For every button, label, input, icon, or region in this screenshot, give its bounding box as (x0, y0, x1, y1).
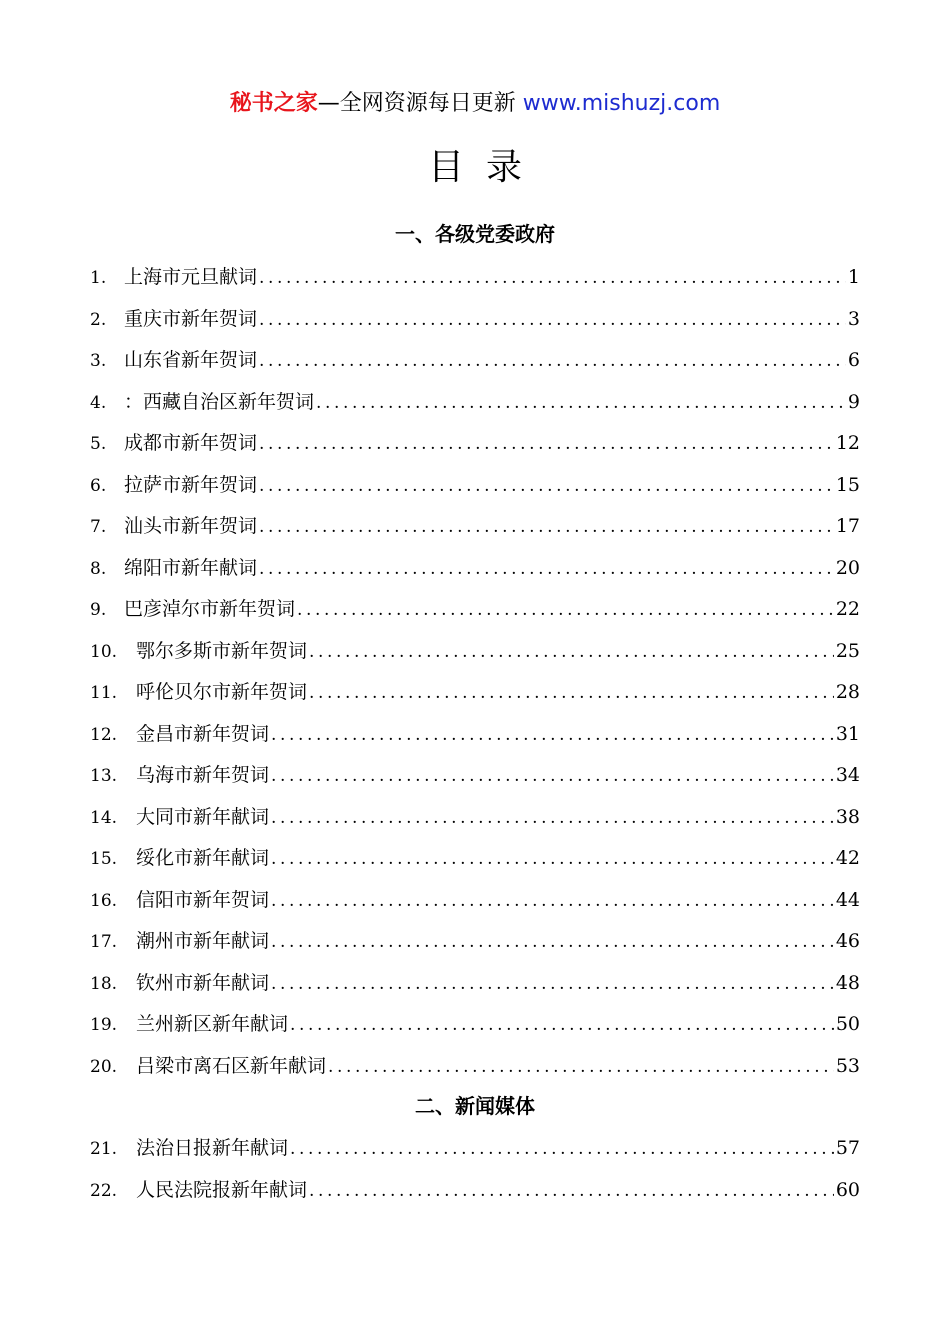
toc-entry-page-number: 6 (847, 349, 860, 371)
toc-dot-leader (309, 1176, 834, 1205)
toc-entry[interactable] (90, 1175, 860, 1205)
toc-entry-page-number: 60 (835, 1179, 860, 1201)
toc-dot-leader (259, 429, 834, 458)
toc-dot-leader (259, 305, 846, 334)
toc-entry-page-number: 53 (835, 1055, 860, 1077)
toc-entry-title: 信阳市新年贺词 (136, 889, 270, 911)
section-heading: 一、各级党委政府 (395, 222, 555, 246)
toc-entry-number: 13. (90, 766, 118, 786)
toc-entry-number: 10. (90, 642, 118, 662)
toc-entry-number: 18. (90, 974, 118, 994)
toc-dot-leader (309, 678, 834, 707)
toc-entry-title: 鄂尔多斯市新年贺词 (136, 640, 308, 662)
toc-dot-leader (271, 886, 834, 915)
toc-dot-leader (271, 969, 834, 998)
toc-entry-number: 17. (90, 932, 118, 952)
toc-entry-title: 钦州市新年献词 (136, 972, 270, 994)
toc-entry[interactable] (90, 719, 860, 749)
toc-dot-leader (259, 346, 846, 375)
toc-dot-leader (271, 803, 834, 832)
toc-entry-page-number: 9 (847, 391, 860, 413)
toc-entry[interactable] (90, 387, 860, 417)
toc-entry[interactable] (90, 345, 860, 375)
toc-entry-page-number: 15 (835, 474, 860, 496)
toc-entry-title: 巴彦淖尔市新年贺词 (124, 598, 296, 620)
toc-entry-number: 5. (90, 434, 107, 454)
toc-entry-number: 4. (90, 393, 107, 413)
toc-entry[interactable] (90, 885, 860, 915)
toc-dot-leader (297, 595, 834, 624)
toc-entry-page-number: 25 (835, 640, 860, 662)
toc-dot-leader (290, 1010, 834, 1039)
toc-entry-title: ：西藏自治区新年贺词 (124, 391, 315, 413)
toc-entry[interactable] (90, 553, 860, 583)
toc-entry-number: 19. (90, 1015, 118, 1035)
toc-dot-leader (271, 844, 834, 873)
toc-entry-title: 山东省新年贺词 (124, 349, 258, 371)
toc-entry-number: 22. (90, 1181, 118, 1201)
toc-entry-title: 重庆市新年贺词 (124, 308, 258, 330)
toc-entry-number: 16. (90, 891, 118, 911)
toc-entry[interactable] (90, 677, 860, 707)
toc-entry-page-number: 20 (835, 557, 860, 579)
toc-entry-page-number: 28 (835, 681, 860, 703)
toc-entry-page-number: 57 (835, 1137, 860, 1159)
toc-entry[interactable] (90, 802, 860, 832)
toc-entry-number: 15. (90, 849, 118, 869)
toc-dot-leader (259, 263, 846, 292)
toc-entry-title: 呼伦贝尔市新年贺词 (136, 681, 308, 703)
toc-entry-title: 法治日报新年献词 (136, 1137, 289, 1159)
toc-entry[interactable] (90, 636, 860, 666)
toc-dot-leader (259, 554, 834, 583)
toc-dot-leader (328, 1052, 834, 1081)
header-slogan: —全网资源每日更新 (317, 91, 516, 116)
toc-entry-page-number: 44 (835, 889, 860, 911)
toc-entry-number: 3. (90, 351, 107, 371)
toc-entry-title: 上海市元旦献词 (124, 266, 258, 288)
toc-entry-page-number: 12 (835, 432, 860, 454)
toc-entry-page-number: 46 (835, 930, 860, 952)
toc-dot-leader (271, 927, 834, 956)
toc-entry[interactable] (90, 1009, 860, 1039)
toc-entry-page-number: 34 (835, 764, 860, 786)
toc-entry[interactable] (90, 1051, 860, 1081)
toc-entry-title: 乌海市新年贺词 (136, 764, 270, 786)
site-url-link[interactable]: www.mishuzj.com (522, 91, 721, 116)
toc-entry[interactable] (90, 511, 860, 541)
brand-name: 秘书之家 (229, 91, 318, 116)
toc-entry-title: 人民法院报新年献词 (136, 1179, 308, 1201)
toc-entry-page-number: 22 (835, 598, 860, 620)
toc-dot-leader (271, 761, 834, 790)
toc-entry-page-number: 31 (835, 723, 860, 745)
toc-entry-title: 汕头市新年贺词 (124, 515, 258, 537)
toc-entry[interactable] (90, 304, 860, 334)
toc-entry-number: 9. (90, 600, 107, 620)
toc-dot-leader (259, 471, 834, 500)
toc-entry-title: 拉萨市新年贺词 (124, 474, 258, 496)
toc-entry-title: 吕梁市离石区新年献词 (136, 1055, 327, 1077)
toc-entry-number: 1. (90, 268, 107, 288)
toc-entry-number: 7. (90, 517, 107, 537)
toc-entry[interactable] (90, 968, 860, 998)
toc-entry-number: 21. (90, 1139, 118, 1159)
site-header (0, 88, 950, 120)
toc-entry-page-number: 17 (835, 515, 860, 537)
toc-dot-leader (259, 512, 834, 541)
toc-entry-title: 大同市新年献词 (136, 806, 270, 828)
toc-entry[interactable] (90, 843, 860, 873)
toc-entry-number: 8. (90, 559, 107, 579)
toc-entry[interactable] (90, 594, 860, 624)
toc-dot-leader (309, 637, 834, 666)
toc-entry[interactable] (90, 760, 860, 790)
toc-entry-page-number: 42 (835, 847, 860, 869)
toc-entry-number: 2. (90, 310, 107, 330)
section-heading: 二、新闻媒体 (415, 1094, 535, 1118)
toc-entry[interactable] (90, 262, 860, 292)
toc-entry-title: 成都市新年贺词 (124, 432, 258, 454)
toc-entry-page-number: 50 (835, 1013, 860, 1035)
toc-entry-page-number: 38 (835, 806, 860, 828)
toc-title: 目录 (427, 147, 544, 188)
toc-dot-leader (290, 1134, 834, 1163)
toc-entry-number: 20. (90, 1057, 118, 1077)
toc-entry[interactable] (90, 428, 860, 458)
toc-entry-title: 绥化市新年献词 (136, 847, 270, 869)
toc-entry-page-number: 48 (835, 972, 860, 994)
toc-entry-title: 绵阳市新年献词 (124, 557, 258, 579)
toc-entry-title: 潮州市新年献词 (136, 930, 270, 952)
toc-entry-number: 6. (90, 476, 107, 496)
toc-dot-leader (316, 388, 846, 417)
toc-entry-page-number: 3 (847, 308, 860, 330)
toc-entry-page-number: 1 (847, 266, 860, 288)
toc-entry-number: 11. (90, 683, 118, 703)
toc-entry[interactable] (90, 1133, 860, 1163)
toc-entry-number: 14. (90, 808, 118, 828)
toc-entry[interactable] (90, 470, 860, 500)
toc-entry[interactable] (90, 926, 860, 956)
toc-dot-leader (271, 720, 834, 749)
toc-entry-title: 兰州新区新年献词 (136, 1013, 289, 1035)
toc-entry-number: 12. (90, 725, 118, 745)
toc-entry-title: 金昌市新年贺词 (136, 723, 270, 745)
